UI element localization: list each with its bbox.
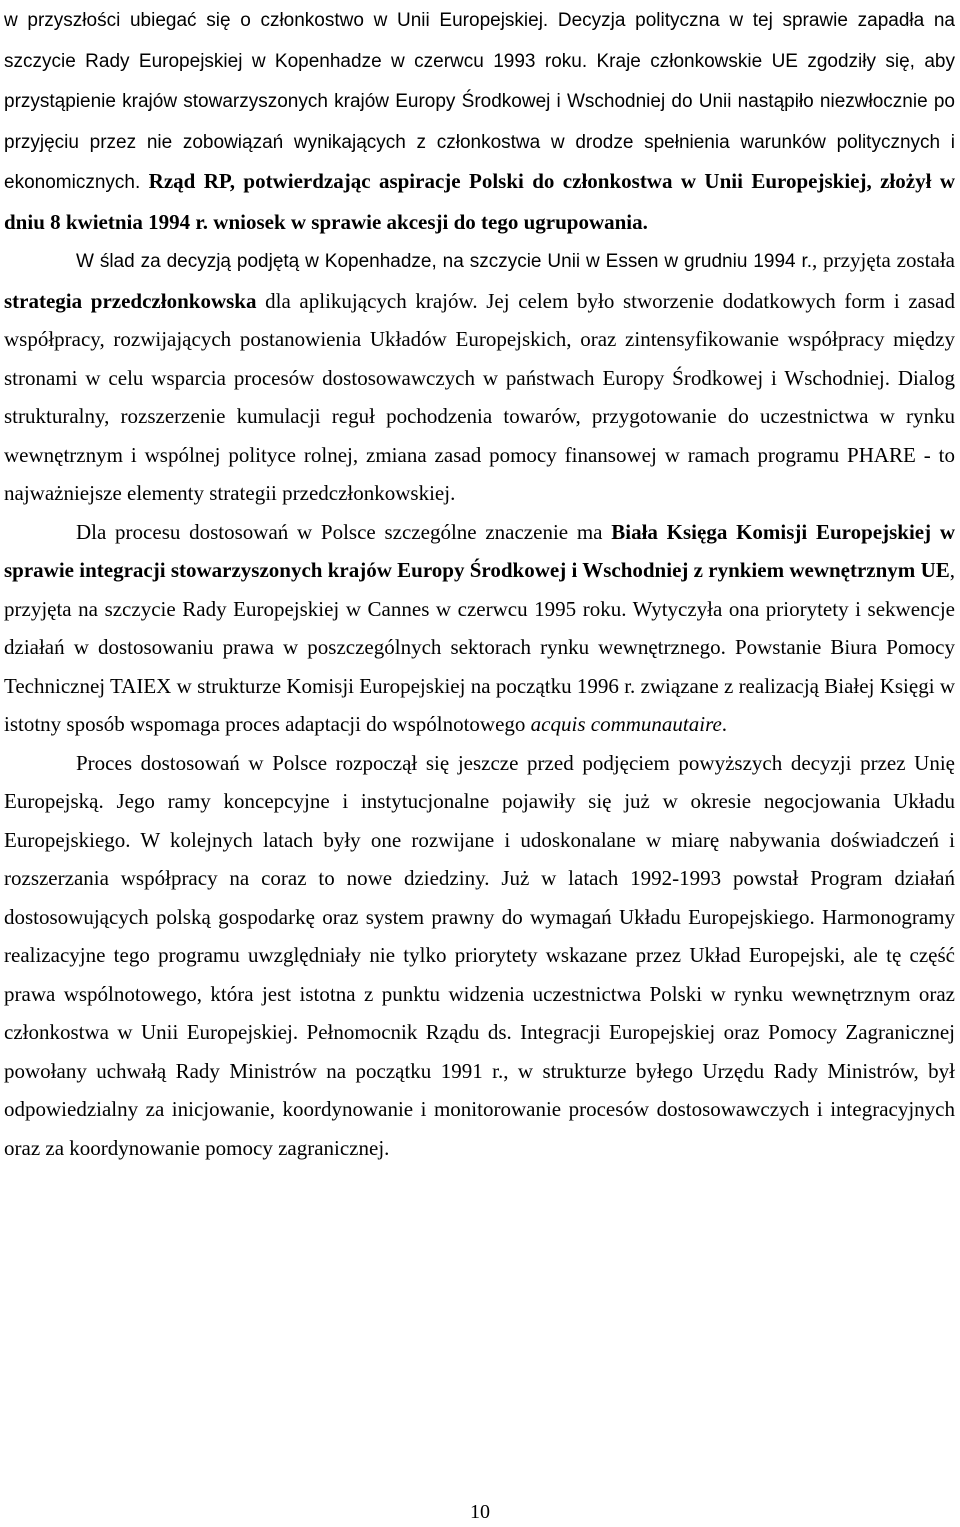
paragraph-2-run-2: , przyjęta została — [812, 248, 955, 272]
paragraph-2-run-1: W ślad za decyzją podjętą w Kopenhadze, na szczycie Unii w Essen w grudniu 1994 r. — [76, 251, 813, 272]
paragraph-3-run-5: . — [721, 712, 728, 736]
paragraph-2-run-4: dla aplikujących krajów. Jej celem było stworzenie dodatkowych form i zasad współpracy, rozwijających postanowienia Układów Europejskich, oraz zintensyfikowanie współpracy między stronami w celu wsparcia procesów dostosowawczych w państwach Europy Środkowej i Wschodniej. Dialog strukturalny, rozszerzenie kumulacji reguł pochodzenia towarów, przygotowanie do uczestnictwa w rynku wewnętrznym i wspólnej polityce rolnej, zmiana zasad pomocy finansowej w ramach programu PHARE - to najważniejsze elementy strategii przedczłonkowskiej. — [4, 288, 955, 505]
page-number: 10 — [470, 1501, 490, 1523]
paragraph-1-run-2-bold: Rząd RP, potwierdzając aspiracje Polski do członkostwa w Unii Europejskiej, złożył w dniu 8 kwietnia 1994 r. wniosek w sprawie akcesji do tego ugrupowania. — [4, 169, 955, 234]
paragraph-3-run-2-bold: Biała Księga Komisji Europejskiej w sprawie integracji stowarzyszonych krajów Europy Środkowej i Wschodniej z rynkiem wewnętrznym UE — [4, 519, 955, 582]
paragraph-3-run-4-italic: acquis communautaire — [530, 712, 722, 736]
paragraph-1-run-1: w przyszłości ubiegać się o członkostwo w Unii Europejskiej. Decyzja polityczna w tej sprawie zapadła na szczycie Rady Europejskiej w Kopenhadze w czerwcu 1993 roku. Kraje członkowskie UE zgodziły się, aby przystąpienie krajów stowarzyszonych krajów Europy Środkowej i Wschodniej do Unii nastąpiło niezwłocznie po przyjęciu przez nie zobowiązań wynikających z członkostwa w drodze spełnienia warunków politycznych i ekonomicznych. — [4, 10, 955, 193]
paragraph-4 — [4, 744, 955, 1168]
paragraph-2 — [4, 241, 955, 513]
paragraph-3-run-1: Dla procesu dostosowań w Polsce szczególne znaczenie ma — [76, 519, 612, 544]
paragraph-1 — [4, 0, 955, 241]
body-text — [4, 0, 955, 1167]
paragraph-3 — [4, 513, 955, 744]
paragraph-3-run-3: , przyjęta na szczycie Rady Europejskiej w Cannes w czerwcu 1995 roku. Wytyczyła ona priorytety i sekwencje działań w dostosowaniu prawa w poszczególnych sektorach rynku wewnętrznego. Powstanie Biura Pomocy Technicznej TAIEX w strukturze Komisji Europejskiej na początku 1996 r. związane z realizacją Białej Księgi w istotny sposób wspomaga proces adaptacji do wspólnotowego — [4, 558, 955, 736]
paragraph-2-run-3-bold: strategia przedczłonkowska — [4, 288, 257, 313]
paragraph-4-run-1: Proces dostosowań w Polsce rozpoczął się jeszcze przed podjęciem powyższych decyzji przez Unię Europejską. Jego ramy koncepcyjne i instytucjonalne pojawiły się już w okresie negocjowania Układu Europejskiego. W kolejnych latach były one rozwijane i udoskonalane w miarę nabywania doświadczeń i rozszerzania współpracy na coraz to nowe dziedziny. Już w latach 1992-1993 powstał Program działań dostosowujących polską gospodarkę oraz system prawny do wymagań Układu Europejskiego. Harmonogramy realizacyjne tego programu uwzględniały nie tylko priorytety wskazane przez Układ Europejski, ale tę część prawa wspólnotowego, która jest istotna z punktu widzenia uczestnictwa Polski w rynku wewnętrznym oraz członkostwa w Unii Europejskiej. Pełnomocnik Rządu ds. Integracji Europejskiej oraz Pomocy Zagranicznej powołany uchwałą Rady Ministrów na początku 1991 r., w strukturze byłego Urzędu Rady Ministrów, był odpowiedzialny za inicjowanie, koordynowanie i monitorowanie procesów dostosowawczych i integracyjnych oraz za koordynowanie pomocy zagranicznej. — [4, 750, 955, 1160]
